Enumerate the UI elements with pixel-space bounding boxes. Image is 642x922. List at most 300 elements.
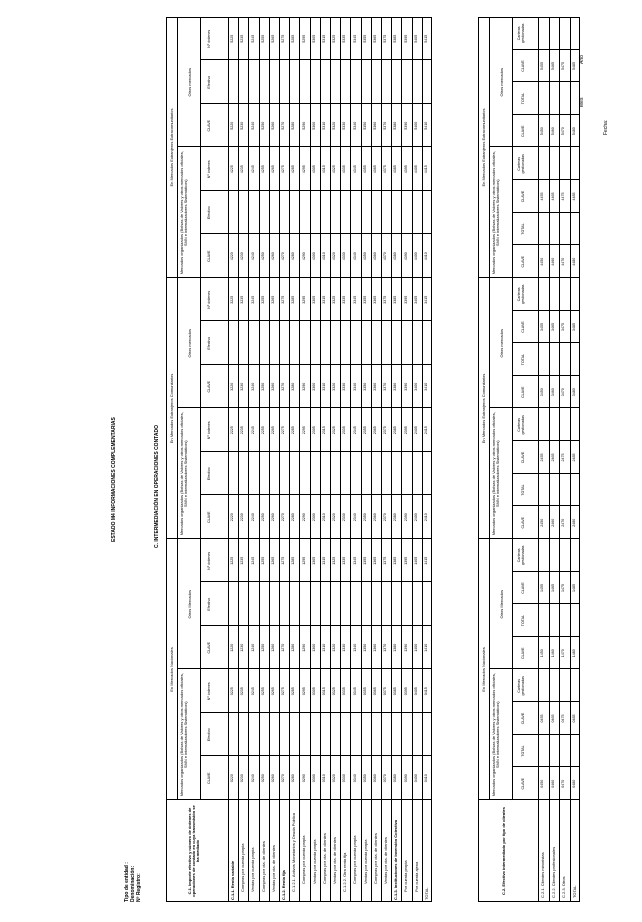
efectivo-input[interactable] <box>259 713 269 757</box>
total-input[interactable] <box>549 213 560 246</box>
ordenes-code: 1345 <box>352 556 357 565</box>
efectivo-input[interactable] <box>412 713 422 757</box>
efectivo-input[interactable] <box>320 61 330 105</box>
efectivo-input[interactable] <box>238 713 248 757</box>
efectivo-input[interactable] <box>259 61 269 105</box>
efectivo-input[interactable] <box>248 191 258 235</box>
ordenes-code: 2235 <box>240 426 245 435</box>
ordenes-code: 3405 <box>413 295 418 304</box>
efectivo-input[interactable] <box>361 322 371 366</box>
ordenes-code: 0275 <box>281 687 286 696</box>
efectivo-input[interactable] <box>269 713 279 757</box>
row-label: Por cuenta ajena <box>413 861 419 892</box>
efectivo-input[interactable] <box>330 583 340 627</box>
clave-code: 2290 <box>301 513 306 522</box>
total-input[interactable] <box>559 604 570 637</box>
efectivo-input[interactable] <box>248 583 258 627</box>
carteras-input[interactable] <box>538 539 549 572</box>
clave-code: 5220 <box>230 121 235 130</box>
efectivo-input[interactable] <box>401 713 411 757</box>
ordenes-code: 1355 <box>362 556 367 565</box>
efectivo-input[interactable] <box>391 322 401 366</box>
clave-code: 3220 <box>230 382 235 391</box>
total-input[interactable] <box>570 82 581 115</box>
efectivo-input[interactable] <box>401 322 411 366</box>
carteras-input[interactable] <box>559 409 570 442</box>
clave-code: 3460 <box>550 388 555 397</box>
efectivo-input[interactable] <box>330 191 340 235</box>
total-input[interactable] <box>570 604 581 637</box>
clave-code: 1475 <box>561 583 566 592</box>
efectivo-input[interactable] <box>279 322 289 366</box>
ordenes-code: 2255 <box>260 426 265 435</box>
total-input[interactable] <box>538 604 549 637</box>
column-header: Nº órdenes <box>207 682 211 701</box>
clave-code: 2360 <box>373 513 377 522</box>
fecha-label: Fecha: <box>603 119 609 135</box>
clave-code: 4480 <box>571 257 576 266</box>
clave-code: 1320 <box>332 643 337 652</box>
efectivo-input[interactable] <box>361 452 371 496</box>
efectivo-input[interactable] <box>330 322 340 366</box>
efectivo-input[interactable] <box>412 583 422 627</box>
efectivo-input[interactable] <box>269 61 279 105</box>
efectivo-input[interactable] <box>401 191 411 235</box>
carteras-input[interactable] <box>559 278 570 311</box>
total-input[interactable] <box>559 82 570 115</box>
efectivo-input[interactable] <box>412 61 422 105</box>
ordenes-code: 2325 <box>332 426 337 435</box>
ordenes-code: 0355 <box>362 687 367 696</box>
efectivo-input[interactable] <box>259 452 269 496</box>
clave-code: 0330 <box>342 774 347 783</box>
column-header: Efectivo <box>207 467 211 481</box>
ordenes-code: 1275 <box>281 556 286 565</box>
clave-code: 2220 <box>230 513 235 522</box>
total-input[interactable] <box>549 604 560 637</box>
carteras-input[interactable] <box>559 670 570 703</box>
clave-code: 0220 <box>230 774 235 783</box>
ordenes-code: 3255 <box>260 295 265 304</box>
carteras-input[interactable] <box>549 539 560 572</box>
total-input[interactable] <box>549 82 560 115</box>
carteras-input[interactable] <box>549 409 560 442</box>
efectivo-input[interactable] <box>310 713 320 757</box>
row-label: TOTAL <box>423 887 429 900</box>
efectivo-input[interactable] <box>320 322 330 366</box>
efectivo-input[interactable] <box>330 61 340 105</box>
efectivo-input[interactable] <box>238 583 248 627</box>
efectivo-input[interactable] <box>371 61 381 105</box>
clave-code: 0310 <box>322 774 326 783</box>
clave-code: 1370 <box>383 643 388 652</box>
clave-code: 5455 <box>540 61 545 70</box>
efectivo-input[interactable] <box>310 61 320 105</box>
efectivo-input[interactable] <box>310 322 320 366</box>
efectivo-input[interactable] <box>422 713 432 757</box>
ordenes-code: 3385 <box>393 295 398 304</box>
efectivo-input[interactable] <box>371 191 381 235</box>
efectivo-input[interactable] <box>279 713 289 757</box>
efectivo-input[interactable] <box>289 191 299 235</box>
efectivo-input[interactable] <box>340 713 350 757</box>
efectivo-input[interactable] <box>350 452 360 496</box>
efectivo-input[interactable] <box>310 191 320 235</box>
column-header: CLAVE <box>521 777 525 790</box>
efectivo-input[interactable] <box>248 452 258 496</box>
ordenes-code: 5345 <box>352 34 357 43</box>
carteras-input[interactable] <box>570 278 581 311</box>
clave-code: 4370 <box>383 252 388 261</box>
ordenes-code: 0335 <box>342 687 347 696</box>
clave-code: 5485 <box>571 61 576 70</box>
efectivo-input[interactable] <box>279 583 289 627</box>
c2-header: C.2. Efectivo intermediado por tipo de clientes <box>501 806 506 896</box>
clave-code: 0465 <box>550 714 555 723</box>
clave-code: 5270 <box>281 121 286 130</box>
efectivo-input[interactable] <box>299 452 309 496</box>
row-label: Compras por cuenta propia <box>301 835 307 884</box>
clave-code: 3455 <box>540 322 545 331</box>
clave-code: 0340 <box>352 774 357 783</box>
efectivo-input[interactable] <box>299 713 309 757</box>
total-input[interactable] <box>549 735 560 768</box>
efectivo-input[interactable] <box>269 191 279 235</box>
carteras-input[interactable] <box>538 670 549 703</box>
carteras-input[interactable] <box>570 539 581 572</box>
clave-code: 1250 <box>260 643 265 652</box>
ordenes-code: 4345 <box>352 165 357 174</box>
efectivo-input[interactable] <box>269 583 279 627</box>
otros-mercados-header: Otros mercados <box>499 68 504 97</box>
clave-code: 5480 <box>571 127 576 136</box>
ordenes-code: 3235 <box>240 295 245 304</box>
total-input[interactable] <box>549 474 560 507</box>
ordenes-code: 0235 <box>240 687 245 696</box>
efectivo-input[interactable] <box>228 713 238 757</box>
carteras-input[interactable] <box>549 670 560 703</box>
clave-code: 2340 <box>352 513 357 522</box>
clave-code: 3260 <box>271 382 275 391</box>
efectivo-input[interactable] <box>381 583 391 627</box>
efectivo-input[interactable] <box>320 583 330 627</box>
efectivo-input[interactable] <box>299 191 309 235</box>
total-input[interactable] <box>559 343 570 376</box>
ordenes-code: 5275 <box>281 34 286 43</box>
clave-code: 0230 <box>240 774 245 783</box>
efectivo-input[interactable] <box>320 191 330 235</box>
column-header: Nº órdenes <box>207 160 211 179</box>
efectivo-input[interactable] <box>340 583 350 627</box>
efectivo-input[interactable] <box>371 713 381 757</box>
total-input[interactable] <box>559 474 570 507</box>
organizados-header: Mercados organizados (Bolsas de Valores y otros mercados oficiales, SMN e internalizadores Sistemáticos) <box>491 412 501 536</box>
ordenes-code: 2385 <box>393 426 398 435</box>
clave-code: 4220 <box>230 252 235 261</box>
total-input[interactable] <box>570 735 581 768</box>
column-header: TOTAL <box>521 223 525 235</box>
carteras-input[interactable] <box>549 17 560 50</box>
efectivo-input[interactable] <box>310 452 320 496</box>
efectivo-input[interactable] <box>279 452 289 496</box>
clave-code: 4450 <box>540 257 545 266</box>
total-input[interactable] <box>559 213 570 246</box>
efectivo-input[interactable] <box>228 322 238 366</box>
ordenes-code: 0325 <box>332 687 337 696</box>
efectivo-input[interactable] <box>422 452 432 496</box>
section-title: C. INTERMEDIACIÓN EN OPERACIONES CONTADO <box>154 425 160 548</box>
efectivo-input[interactable] <box>228 61 238 105</box>
clave-code: 0390 <box>403 774 408 783</box>
ordenes-code: 0315 <box>322 687 326 696</box>
carteras-input[interactable] <box>538 278 549 311</box>
efectivo-input[interactable] <box>279 61 289 105</box>
ordenes-code: 4395 <box>403 165 408 174</box>
ordenes-code: 5255 <box>260 34 265 43</box>
clave-code: 2455 <box>540 453 545 462</box>
efectivo-input[interactable] <box>391 61 401 105</box>
efectivo-input[interactable] <box>228 583 238 627</box>
clave-code: 2310 <box>322 513 326 522</box>
efectivo-input[interactable] <box>401 583 411 627</box>
clave-code: 0300 <box>311 774 316 783</box>
carteras-input[interactable] <box>549 278 560 311</box>
efectivo-input[interactable] <box>269 452 279 496</box>
efectivo-input[interactable] <box>361 583 371 627</box>
clave-code: 5470 <box>561 127 566 136</box>
efectivo-input[interactable] <box>299 583 309 627</box>
ordenes-code: 1335 <box>342 556 347 565</box>
efectivo-input[interactable] <box>248 61 258 105</box>
efectivo-input[interactable] <box>371 583 381 627</box>
efectivo-input[interactable] <box>422 61 432 105</box>
ordenes-code: 4355 <box>362 165 367 174</box>
efectivo-input[interactable] <box>391 713 401 757</box>
efectivo-input[interactable] <box>412 322 422 366</box>
clave-code: 0280 <box>291 774 296 783</box>
ordenes-code: 1365 <box>373 556 377 565</box>
carteras-input[interactable] <box>570 670 581 703</box>
clave-code: 4455 <box>540 192 545 201</box>
efectivo-input[interactable] <box>340 322 350 366</box>
extracomunitarios-header: En Mercados Extranjeros Extracomunitarios <box>169 108 174 187</box>
efectivo-input[interactable] <box>238 322 248 366</box>
clave-code: 0450 <box>540 779 545 788</box>
ordenes-code: 5315 <box>322 34 326 43</box>
row-label: Ventas por cta. de clientes <box>332 837 337 884</box>
efectivo-input[interactable] <box>361 191 371 235</box>
clave-code: 2410 <box>424 513 428 522</box>
column-header: CLAVE <box>521 451 525 464</box>
total-input[interactable] <box>538 474 549 507</box>
clave-code: 3465 <box>550 322 555 331</box>
efectivo-input[interactable] <box>391 191 401 235</box>
ordenes-code: 5405 <box>413 34 418 43</box>
total-input[interactable] <box>538 213 549 246</box>
clave-code: 2460 <box>550 518 555 527</box>
efectivo-input[interactable] <box>340 452 350 496</box>
clave-code: 3360 <box>373 382 377 391</box>
carteras-input[interactable] <box>559 148 570 181</box>
efectivo-input[interactable] <box>350 583 360 627</box>
efectivo-input[interactable] <box>238 191 248 235</box>
carteras-input[interactable] <box>538 409 549 442</box>
column-header: CLAVE <box>521 190 525 203</box>
carteras-input[interactable] <box>538 17 549 50</box>
efectivo-input[interactable] <box>381 191 391 235</box>
clave-code: 5360 <box>373 121 377 130</box>
efectivo-input[interactable] <box>340 61 350 105</box>
efectivo-input[interactable] <box>259 191 269 235</box>
efectivo-input[interactable] <box>289 61 299 105</box>
otros-mercados-header: Otros Mercados <box>499 590 504 619</box>
ordenes-code: 1315 <box>322 556 326 565</box>
column-header: TOTAL <box>521 745 525 757</box>
clave-code: 5390 <box>403 121 408 130</box>
total-input[interactable] <box>549 343 560 376</box>
total-input[interactable] <box>570 213 581 246</box>
ordenes-code: 2315 <box>322 426 326 435</box>
ordenes-code: 5285 <box>291 34 296 43</box>
carteras-input[interactable] <box>538 148 549 181</box>
efectivo-input[interactable] <box>361 713 371 757</box>
efectivo-input[interactable] <box>289 583 299 627</box>
efectivo-input[interactable] <box>238 61 248 105</box>
carteras-input[interactable] <box>549 148 560 181</box>
efectivo-input[interactable] <box>350 191 360 235</box>
ordenes-code: 3365 <box>373 295 377 304</box>
efectivo-input[interactable] <box>371 322 381 366</box>
clave-code: 0400 <box>413 774 418 783</box>
clave-code: 2240 <box>250 513 255 522</box>
efectivo-input[interactable] <box>361 61 371 105</box>
efectivo-input[interactable] <box>422 322 432 366</box>
efectivo-input[interactable] <box>401 452 411 496</box>
ordenes-code: 0305 <box>311 687 316 696</box>
efectivo-input[interactable] <box>330 713 340 757</box>
clave-code: 1465 <box>550 583 555 592</box>
efectivo-input[interactable] <box>299 322 309 366</box>
clave-code: 1330 <box>342 643 347 652</box>
efectivo-input[interactable] <box>320 452 330 496</box>
efectivo-input[interactable] <box>340 191 350 235</box>
column-header: Efectivo <box>207 597 211 611</box>
efectivo-input[interactable] <box>350 322 360 366</box>
carteras-input[interactable] <box>559 17 570 50</box>
carteras-input[interactable] <box>570 148 581 181</box>
clave-code: 5410 <box>424 121 428 130</box>
carteras-input[interactable] <box>570 17 581 50</box>
ordenes-code: 1265 <box>271 556 275 565</box>
efectivo-input[interactable] <box>269 322 279 366</box>
efectivo-input[interactable] <box>422 191 432 235</box>
efectivo-input[interactable] <box>299 61 309 105</box>
efectivo-input[interactable] <box>371 452 381 496</box>
efectivo-input[interactable] <box>310 583 320 627</box>
efectivo-input[interactable] <box>412 191 422 235</box>
clave-code: 4350 <box>362 252 367 261</box>
nacionales-header: En Mercados Nacionales <box>169 647 174 692</box>
efectivo-input[interactable] <box>320 713 330 757</box>
efectivo-input[interactable] <box>391 583 401 627</box>
efectivo-input[interactable] <box>279 191 289 235</box>
total-input[interactable] <box>538 82 549 115</box>
ordenes-code: 4245 <box>250 165 255 174</box>
clave-code: 2450 <box>540 518 545 527</box>
clave-code: 4230 <box>240 252 245 261</box>
row-label: Compras por cta. de clientes <box>372 833 378 884</box>
column-header: Efectivo <box>207 336 211 350</box>
total-input[interactable] <box>538 343 549 376</box>
carteras-input[interactable] <box>559 539 570 572</box>
efectivo-input[interactable] <box>248 713 258 757</box>
carteras-input[interactable] <box>570 409 581 442</box>
efectivo-input[interactable] <box>248 322 258 366</box>
column-header: Efectivo <box>207 75 211 89</box>
efectivo-input[interactable] <box>259 322 269 366</box>
efectivo-input[interactable] <box>350 61 360 105</box>
ordenes-code: 2265 <box>271 426 275 435</box>
efectivo-input[interactable] <box>381 713 391 757</box>
ordenes-code: 5245 <box>250 34 255 43</box>
clave-code: 3250 <box>260 382 265 391</box>
efectivo-input[interactable] <box>401 61 411 105</box>
clave-code: 0320 <box>332 774 337 783</box>
ordenes-code: 0415 <box>424 687 428 696</box>
efectivo-input[interactable] <box>238 452 248 496</box>
ordenes-code: 0385 <box>393 687 398 696</box>
efectivo-input[interactable] <box>289 322 299 366</box>
efectivo-input[interactable] <box>412 452 422 496</box>
total-input[interactable] <box>559 735 570 768</box>
efectivo-input[interactable] <box>289 713 299 757</box>
efectivo-input[interactable] <box>381 61 391 105</box>
ordenes-code: 1395 <box>403 556 408 565</box>
efectivo-input[interactable] <box>391 452 401 496</box>
efectivo-input[interactable] <box>289 452 299 496</box>
ordenes-code: 5355 <box>362 34 367 43</box>
ordenes-code: 2305 <box>311 426 316 435</box>
total-input[interactable] <box>570 474 581 507</box>
efectivo-input[interactable] <box>259 583 269 627</box>
efectivo-input[interactable] <box>228 191 238 235</box>
otros-mercados-header: Otros mercados <box>187 68 192 97</box>
ordenes-code: 4385 <box>393 165 398 174</box>
clave-code: 2485 <box>571 453 576 462</box>
efectivo-input[interactable] <box>381 452 391 496</box>
mes-label: Mes <box>579 97 585 107</box>
efectivo-input[interactable] <box>350 713 360 757</box>
nacionales-header: En Mercados Nacionales <box>481 647 486 692</box>
efectivo-input[interactable] <box>381 322 391 366</box>
total-input[interactable] <box>538 735 549 768</box>
clave-code: 4390 <box>403 252 408 261</box>
ordenes-code: 2245 <box>250 426 255 435</box>
clave-code: 5350 <box>362 121 367 130</box>
efectivo-input[interactable] <box>228 452 238 496</box>
column-header: Carteras gestionadas <box>517 154 525 174</box>
row-label: C.2.2. Clientes profesionales <box>550 846 556 898</box>
clave-code: 0475 <box>561 714 566 723</box>
efectivo-input[interactable] <box>422 583 432 627</box>
clave-code: 3410 <box>424 382 428 391</box>
total-input[interactable] <box>570 343 581 376</box>
clave-code: 2465 <box>550 453 555 462</box>
clave-code: 0410 <box>424 774 428 783</box>
clave-code: 4260 <box>271 252 275 261</box>
efectivo-input[interactable] <box>330 452 340 496</box>
clave-code: 1220 <box>230 643 235 652</box>
